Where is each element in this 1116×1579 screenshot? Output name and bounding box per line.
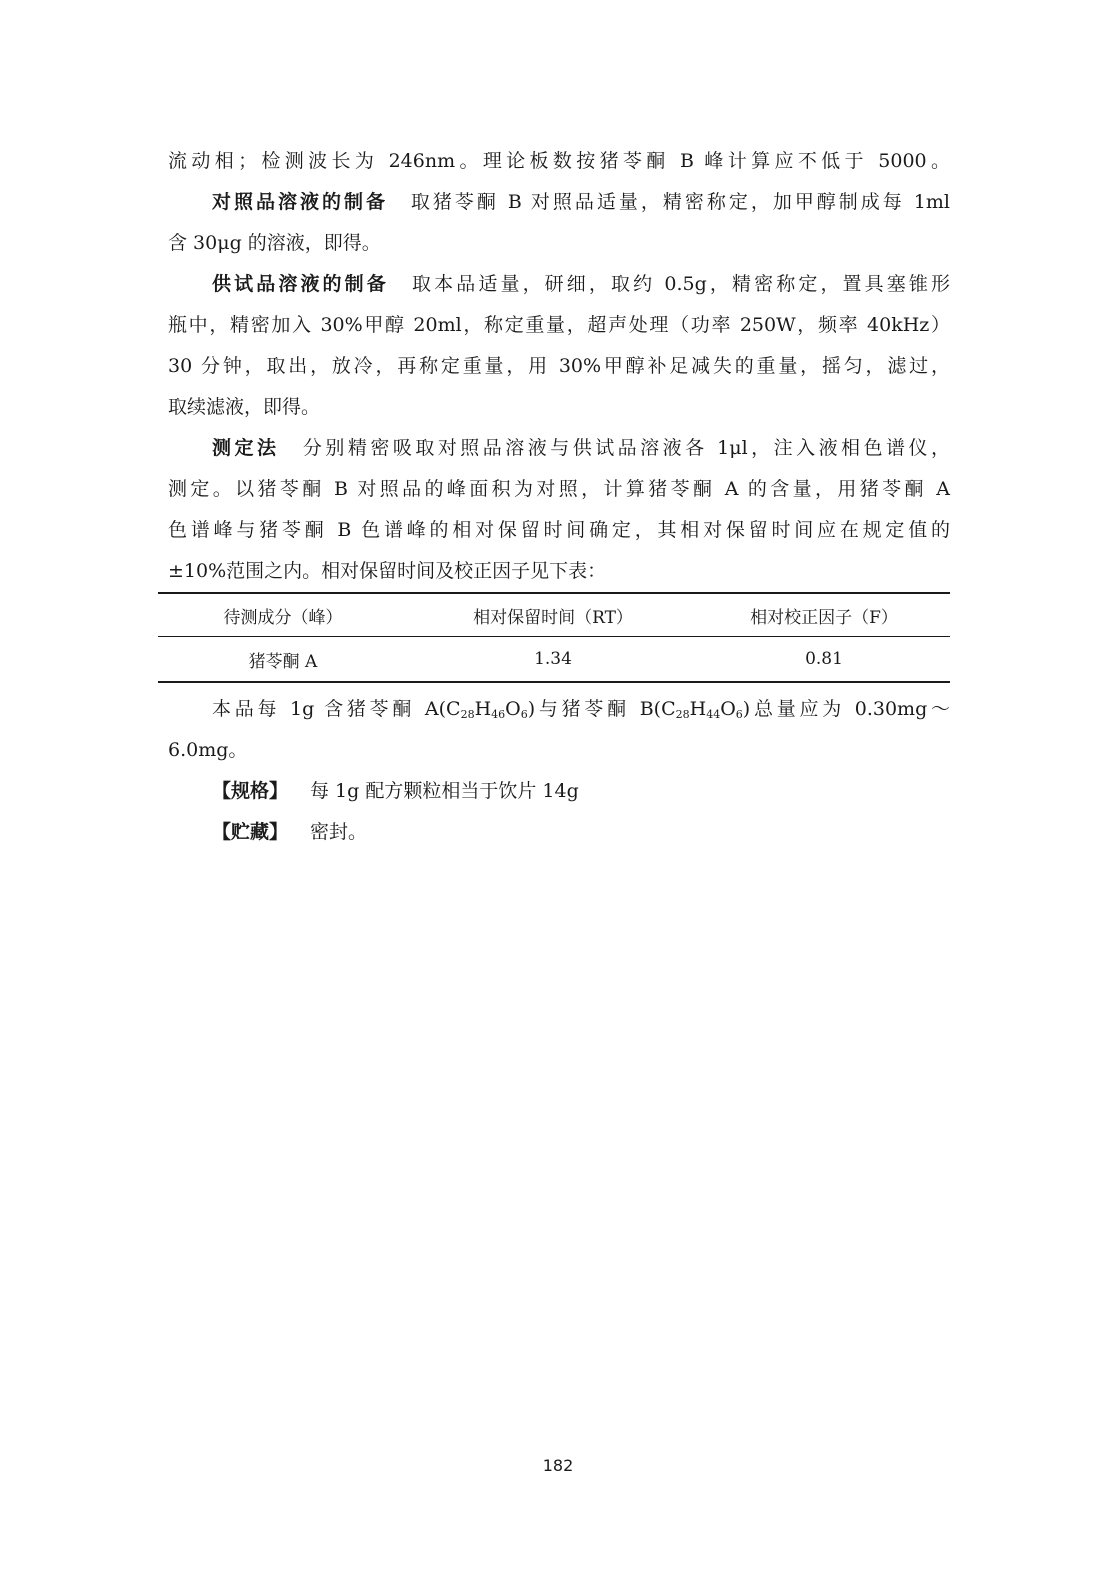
- formula-subscript: 28: [675, 708, 690, 721]
- sample-solution-line4: 取续滤液，即得。: [168, 396, 321, 418]
- specification-line: [168, 771, 950, 812]
- table-header-row: [158, 594, 950, 636]
- specification-text: 每 1g 配方颗粒相当于饮片 14g: [310, 780, 579, 802]
- mobile-phase-line: 流动相；检测波长为 246nm。理论板数按猪苓酮 B 峰计算应不低于 5000。: [168, 150, 950, 172]
- formula-subscript: 6: [520, 708, 528, 721]
- method-paragraph: [168, 428, 950, 469]
- formula-subscript: 46: [491, 708, 506, 721]
- sample-solution-text: 取本品适量，研细，取约 0.5g，精密称定，置具塞锥形: [408, 273, 950, 295]
- reference-solution-line2: 含 30μg 的溶液，即得。: [168, 232, 381, 254]
- table-row: [158, 637, 950, 681]
- sample-solution-line3: 30 分钟，取出，放冷，再称定重量，用 30%甲醇补足减失的重量，摇匀，滤过，: [168, 355, 950, 377]
- content-limit-line1: [168, 689, 950, 730]
- formula-subscript: 44: [706, 708, 721, 721]
- method-text: 分别精密吸取对照品溶液与供试品溶液各 1μl，注入液相色谱仪，: [299, 437, 950, 459]
- method-line2: 测定。以猪苓酮 B 对照品的峰面积为对照，计算猪苓酮 A 的含量，用猪苓酮 A: [168, 478, 950, 500]
- formula-element: H: [474, 698, 492, 720]
- table-header-component: 待测成分（峰）: [223, 607, 343, 628]
- content-limit-block: [168, 689, 950, 771]
- formula-element: O: [720, 698, 736, 720]
- storage-text: 密封。: [310, 821, 368, 843]
- table-cell-rt: 1.34: [534, 649, 572, 669]
- table-cell-factor: 0.81: [805, 649, 843, 669]
- content-limit-text-a: 本品每 1g 含猪苓酮 A(C: [212, 698, 461, 720]
- table-header-factor: 相对校正因子（F）: [750, 607, 898, 628]
- reference-solution-paragraph: [168, 182, 950, 223]
- formula-subscript: 6: [735, 708, 743, 721]
- formula-element: O: [505, 698, 521, 720]
- page-content: [168, 141, 950, 853]
- table-header-rt: 相对保留时间（RT）: [473, 607, 633, 628]
- method-line4: ±10%范围之内。相对保留时间及校正因子见下表：: [168, 560, 607, 582]
- sample-solution-term: 供试品溶液的制备: [212, 273, 389, 295]
- sample-solution-line2: 瓶中，精密加入 30%甲醇 20ml，称定重量，超声处理（功率 250W，频率 40kHz）: [168, 314, 950, 336]
- table-cell-component: 猪苓酮 A: [248, 651, 318, 672]
- table-bottom-rule: [158, 681, 950, 683]
- storage-line: [168, 812, 950, 853]
- formula-element: H: [689, 698, 707, 720]
- storage-label: 【贮藏】: [212, 821, 289, 843]
- rrt-table: [158, 592, 950, 683]
- method-line3: 色谱峰与猪苓酮 B 色谱峰的相对保留时间确定，其相对保留时间应在规定值的: [168, 519, 950, 541]
- content-limit-text-c: )总量应为 0.30mg～: [742, 698, 950, 720]
- page-number: 182: [542, 1456, 574, 1475]
- content-limit-text-b: )与猪苓酮 B(C: [527, 698, 676, 720]
- method-term: 测定法: [212, 437, 280, 459]
- formula-subscript: 28: [460, 708, 475, 721]
- sample-solution-paragraph: [168, 264, 950, 305]
- specification-label: 【规格】: [212, 780, 289, 802]
- reference-solution-term: 对照品溶液的制备: [212, 191, 388, 213]
- content-limit-line2: 6.0mg。: [168, 739, 248, 761]
- reference-solution-text: 取猪苓酮 B 对照品适量，精密称定，加甲醇制成每 1ml: [407, 191, 950, 213]
